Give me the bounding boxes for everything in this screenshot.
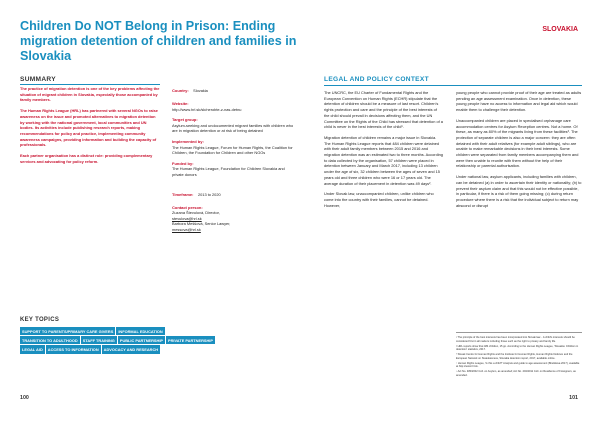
legal-paragraph: Migration detention of children remains a major issue in Slovakia. The Human Rights League reports that 484 children were detained with their adult family members between 2015 and 2016 and migration detention was an estimated two to three months. According to data collected by the organisation, 57 children were placed in detention between January and March 2017, including 13 children under the age of six, 32 children between the ages of seven and 15 years old and three children who were 16 or 17 years old. The average duration of their placement in detention was 49 days². bbox=[324, 134, 443, 186]
timeframe-value: 2013 to 2020 bbox=[197, 191, 221, 197]
implemented-by-value: The Human Rights League, Forum for Human Rights, the Coalition for Children, the Foundation for Children and other NGOs bbox=[172, 144, 293, 156]
summary-section bbox=[20, 86, 160, 169]
project-info bbox=[172, 79, 294, 238]
country-field-label: Country: bbox=[172, 88, 189, 93]
legal-paragraph: The UNCRC, the EU Charter of Fundamental Rights and the European Convention on Human Rights (ECHR) stipulate that the detention of children should be a measure of last resort. Children's rights protection and care and the principle of the best interests of the child should prevail in decisions affecting them, and the UN Committee on the Rights of the Child has stressed that detention of a child is never in the best interests of the child¹. bbox=[324, 90, 443, 130]
legal-column-1 bbox=[324, 90, 443, 213]
legal-paragraph: young people who cannot provide proof of their age are treated as adults pending an age assessment examination. Once in detention, these young people have no access to information and legal aid which would enable them to challenge their detention. bbox=[456, 90, 582, 113]
contact-line: Barbora Meššová, Senior Lawyer, bbox=[172, 221, 231, 227]
footnote: ⁴ Human Rights League, 'Is this a child?' Analysis and guide to age assessment (Bratislava 2017), available at http://www.hrl.sk. bbox=[456, 361, 580, 369]
summary-paragraph: The Human Rights League (HRL) has partnered with several NGOs to raise awareness on the issue and promoted alternatives to migration detention by working with the national government, local communities and UN bodies. Its activities include publishing research reports, making recommendations for policy and practice, implementing community awareness campaigns, providing information and building the capacity of professionals. bbox=[20, 108, 158, 148]
website-label: Website: bbox=[172, 101, 189, 106]
key-topic-tag: LEGAL AID bbox=[22, 346, 43, 352]
page-number-left: 100 bbox=[20, 395, 29, 401]
key-topic-tag: SUPPORT TO PARENTS/PRIMARY CARE GIVERS bbox=[22, 328, 114, 334]
contact-line: Zuzana Števulová, Director, bbox=[172, 210, 220, 216]
legal-context-divider bbox=[324, 85, 582, 86]
key-topics-heading: KEY TOPICS bbox=[20, 317, 60, 323]
key-topic-row bbox=[20, 336, 270, 344]
funded-by-value: The Human Rights League, Foundation for Children Slovakia and private donors bbox=[172, 166, 285, 177]
target-group-value: Asylum-seeking and undocumented migrant families with children who are in migration detention or at risk of being detained bbox=[172, 122, 294, 134]
contact-email[interactable]: stevulova@hrl.sk bbox=[172, 215, 202, 221]
summary-heading: SUMMARY bbox=[20, 76, 56, 83]
implemented-by-label: Implemented by: bbox=[172, 138, 204, 144]
legal-paragraph: Under Slovak law, unaccompanied children, unlike children who come into the country with their families, cannot be detained. However, bbox=[324, 191, 434, 208]
footnote: ⁵ Act No. 480/2002 Coll. on Asylum, as amended; Act No. 404/2011 Coll. on Residence of Foreigners, as amended. bbox=[456, 370, 576, 378]
footnote: ³ Slovak Centre for Human Rights and the Institute for Human Rights, Human Rights Defence and the European Network on Statelessness, Slovakia detention report, 2017, available online. bbox=[456, 353, 573, 360]
contact-email[interactable]: messova@hrl.sk bbox=[172, 226, 201, 232]
key-topic-tag: STAFF TRAINING bbox=[82, 337, 115, 343]
footnote: ² HRL reports show that 484 children, 15 pp. According to the Human Rights League, 'Slovakia: Children in detention' statistics, 2017. bbox=[456, 344, 579, 352]
legal-paragraph: Unaccompanied children are placed in specialised orphanage care accommodation centres for Asylum Reception centres. Not a home. Of these, as many as 80% of the migrants living from these facilities³. The protection of separate children is also a major concern: they are often detained with their adult relatives (for example adult siblings), who are unable to make remarkable decisions in their best interests. Some children were separated from family members accompanying them and were then unable to reunite with them without the help of their relationship or parental authorisation. bbox=[456, 117, 579, 169]
contact-label: Contact person: bbox=[172, 204, 203, 210]
key-topic-row bbox=[20, 327, 270, 335]
key-topic-tag: ACCESS TO INFORMATION bbox=[47, 346, 99, 352]
country-label: SLOVAKIA bbox=[542, 26, 578, 33]
key-topic-tag: INFORMAL EDUCATION bbox=[118, 328, 163, 334]
summary-paragraph: Each partner organisation has a distinct role: providing complementary services and advocating for policy reform. bbox=[20, 153, 153, 164]
key-topic-tag: ADVOCACY AND RESEARCH bbox=[103, 346, 159, 352]
legal-context-heading: LEGAL AND POLICY CONTEXT bbox=[324, 76, 429, 83]
key-topic-tag: PUBLIC PARTNERSHIP bbox=[119, 337, 164, 343]
funded-by-label: Funded by: bbox=[172, 160, 194, 166]
key-topics bbox=[20, 327, 270, 355]
page-number-right: 101 bbox=[569, 395, 578, 401]
target-group-label: Target group: bbox=[172, 117, 198, 123]
footnote: ¹ The principle of the best interests has been incorporated into Slovak law... A child's interests should be considered first in all matters including those such as the right to privacy and family life. bbox=[456, 336, 575, 343]
key-topic-tag: TRANSITION TO ADULTHOOD bbox=[22, 337, 78, 343]
page-title: Children Do NOT Belong in Prison: Ending migration detention of children and families in Slovakia bbox=[20, 19, 297, 63]
summary-highlight: The practice of migration detention is one of the key problems affecting the situation of migrant children in Slovakia, especially those accompanied by family members. bbox=[20, 86, 160, 103]
legal-paragraph: Under national law, asylum applicants, including families with children, can be detained (a) in order to ascertain their identity or nationality; (b) to prevent their asylum claim and that this would not be effective possible, in particular, if there is a risk of them going missing; (c) during return procedure where there is a risk that the individual subject to return may abscond or disrupt bbox=[456, 174, 582, 208]
key-topic-row bbox=[20, 345, 270, 353]
key-topic-tag: PRIVATE PARTNERSHIP bbox=[168, 337, 213, 343]
timeframe-label: Timeframe: bbox=[172, 191, 194, 197]
website-link[interactable]: http://www.hrl.sk/sk/nerobte-z-nas-detnu bbox=[172, 106, 242, 112]
country-field-value: Slovakia bbox=[193, 88, 208, 93]
footnote-divider bbox=[456, 332, 582, 333]
footnotes bbox=[456, 336, 582, 379]
summary-divider bbox=[20, 84, 160, 85]
legal-column-2 bbox=[456, 90, 582, 213]
